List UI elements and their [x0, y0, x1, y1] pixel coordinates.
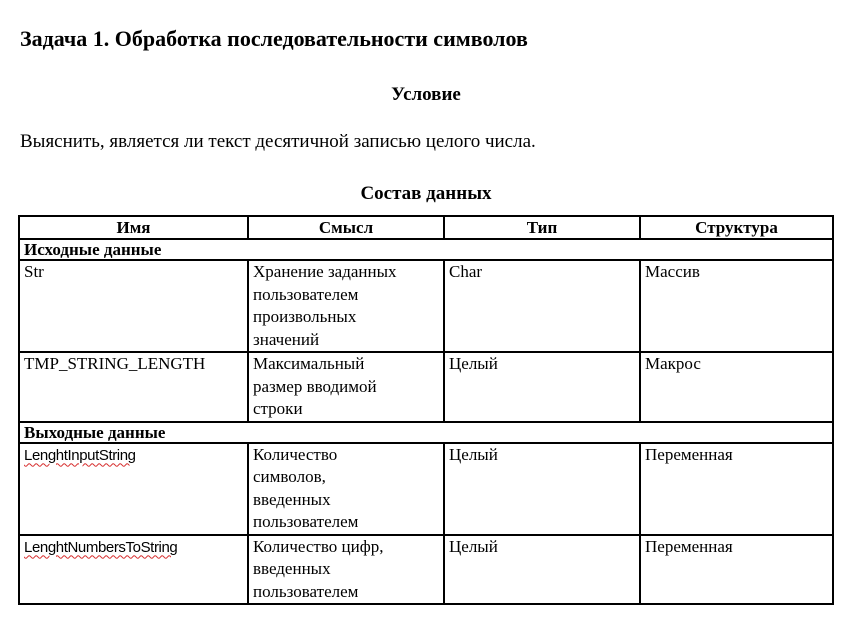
task-heading: Задача 1. Обработка последовательности символов [20, 26, 528, 51]
meaning-line: Максимальный [253, 354, 365, 373]
table-header-row [19, 216, 833, 239]
section-row-input [19, 239, 833, 260]
cell-structure: Макрос [640, 352, 833, 422]
meaning-line: строки [253, 399, 303, 418]
cell-type: Целый [444, 352, 640, 422]
cell-structure: Переменная [640, 443, 833, 535]
section-title: Исходные данные [19, 239, 833, 260]
meaning-line: Количество цифр, [253, 536, 384, 556]
cell-meaning [248, 352, 444, 422]
header-meaning: Смысл [248, 216, 444, 239]
cell-meaning [248, 260, 444, 352]
meaning-line: значений [253, 329, 320, 349]
meaning-line: пользователем [253, 284, 359, 304]
meaning-line: Количество [253, 444, 338, 464]
header-type: Тип [444, 216, 640, 239]
cell-structure: Переменная [640, 535, 833, 605]
data-composition-title: Состав данных [360, 183, 492, 204]
condition-text: Выяснить, является ли текст десятичной записью целого числа. [20, 131, 536, 152]
meaning-line: введенных [253, 559, 331, 578]
cell-name [19, 535, 248, 605]
cell-name: Str [19, 260, 248, 352]
table-row [19, 260, 833, 352]
misspelled-name: LenghtNumbersToString [24, 538, 178, 556]
table-row [19, 352, 833, 422]
cell-structure: Массив [640, 260, 833, 352]
meaning-line: Хранение заданных [253, 262, 397, 281]
cell-meaning [248, 535, 444, 605]
cell-meaning [248, 443, 444, 535]
table-row [19, 443, 833, 535]
condition-title: Условие [391, 84, 461, 105]
cell-name [19, 443, 248, 535]
meaning-line: введенных [253, 489, 331, 509]
meaning-line: размер вводимой [253, 376, 377, 396]
meaning-line: пользователем [253, 581, 359, 601]
cell-type: Целый [444, 443, 640, 535]
cell-name: TMP_STRING_LENGTH [19, 352, 248, 422]
header-structure: Структура [640, 216, 833, 239]
cell-type: Char [444, 260, 640, 352]
header-name: Имя [19, 216, 248, 239]
misspelled-name: LenghtInputString [24, 446, 136, 464]
table-row [19, 535, 833, 605]
meaning-line: произвольных [253, 307, 357, 326]
data-composition-table [18, 215, 834, 605]
section-title: Выходные данные [19, 422, 833, 443]
meaning-line: пользователем [253, 512, 359, 531]
section-row-output [19, 422, 833, 443]
cell-type: Целый [444, 535, 640, 605]
meaning-line: символов, [253, 467, 326, 486]
